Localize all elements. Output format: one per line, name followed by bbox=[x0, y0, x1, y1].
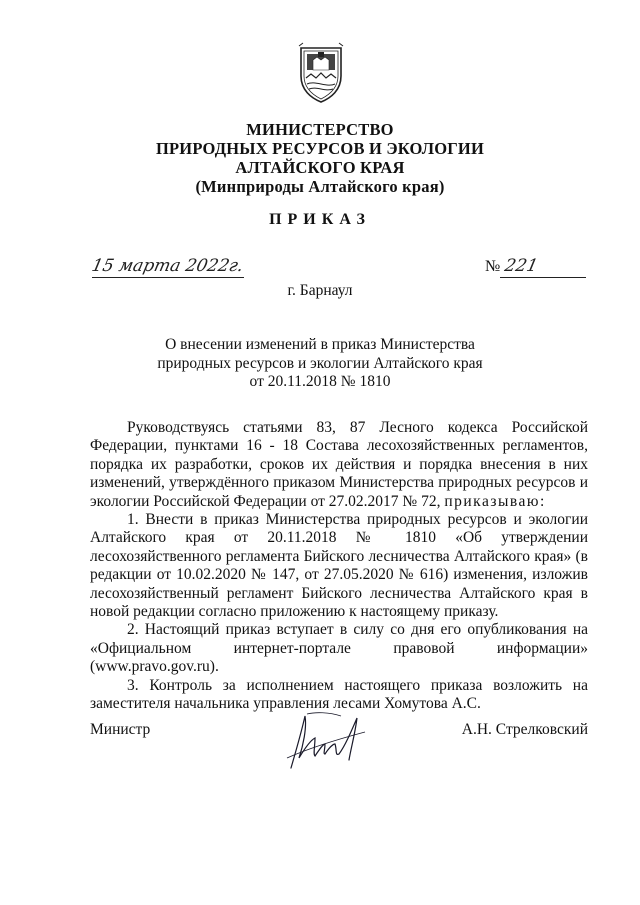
signer-name: А.Н. Стрелковский bbox=[461, 721, 588, 738]
number-underline bbox=[500, 277, 586, 278]
date-underline bbox=[92, 277, 244, 278]
signer-role: Министр bbox=[90, 721, 151, 738]
heading-line-1: МИНИСТЕРСТВО bbox=[246, 120, 394, 139]
subject-line-1: О внесении изменений в приказ Министерства bbox=[165, 336, 475, 353]
order-item-2: 2. Настоящий приказ вступает в силу со дня его опубликования на «Официальном интернет-портале правовой информации» (www.pravo.gov.ru). bbox=[90, 621, 588, 676]
order-item-3: 3. Контроль за исполнением настоящего приказа возложить на заместителя начальника управления лесами Хомутова А.С. bbox=[90, 676, 588, 713]
document-subject bbox=[140, 336, 500, 392]
document-body bbox=[90, 419, 588, 714]
heading-line-4: (Минприроды Алтайского края) bbox=[195, 177, 445, 196]
handwritten-signature bbox=[285, 710, 385, 772]
ministry-heading bbox=[90, 120, 550, 196]
heading-line-3: АЛТАЙСКОГО КРАЯ bbox=[235, 158, 405, 177]
order-keyword: приказываю: bbox=[444, 492, 546, 510]
altai-krai-coat-of-arms-icon bbox=[297, 42, 345, 104]
order-item-1: 1. Внести в приказ Министерства природных ресурсов и экологии Алтайского края от 20.11.2018 № 1810 «Об утверждении лесохозяйственного регламента Бийского лесничества Алтайского края» (в редакции от 10.02.2020 № 147, от 27.05.2020 № 616) изменения, изложив лесохозяйственный регламент Бийского лесничества Алтайского края в новой редакции согласно приложению к настоящему приказу. bbox=[90, 511, 588, 621]
heading-line-2: ПРИРОДНЫХ РЕСУРСОВ И ЭКОЛОГИИ bbox=[155, 139, 485, 158]
preamble-text: Руководствуясь статьями 83, 87 Лесного кодекса Российской Федерации, пунктами 16 - 18 Состава лесохозяйственных регламентов, порядка их разработки, сроков их действия и порядка внесения в них изменений, утверждённого приказом Министерства природных ресурсов и экологии Российской Федерации от 27.02.2017 № 72, bbox=[90, 419, 588, 510]
subject-line-3: от 20.11.2018 № 1810 bbox=[249, 373, 391, 390]
handwritten-order-number: 221 bbox=[502, 256, 540, 276]
handwritten-date: 15 марта 2022г. bbox=[89, 256, 246, 276]
subject-line-2: природных ресурсов и экологии Алтайского края bbox=[157, 354, 483, 372]
preamble-paragraph bbox=[90, 419, 588, 511]
document-type-title: ПРИКАЗ bbox=[269, 211, 371, 228]
number-sign: № bbox=[485, 258, 501, 275]
city-line: г. Барнаул bbox=[287, 282, 353, 299]
